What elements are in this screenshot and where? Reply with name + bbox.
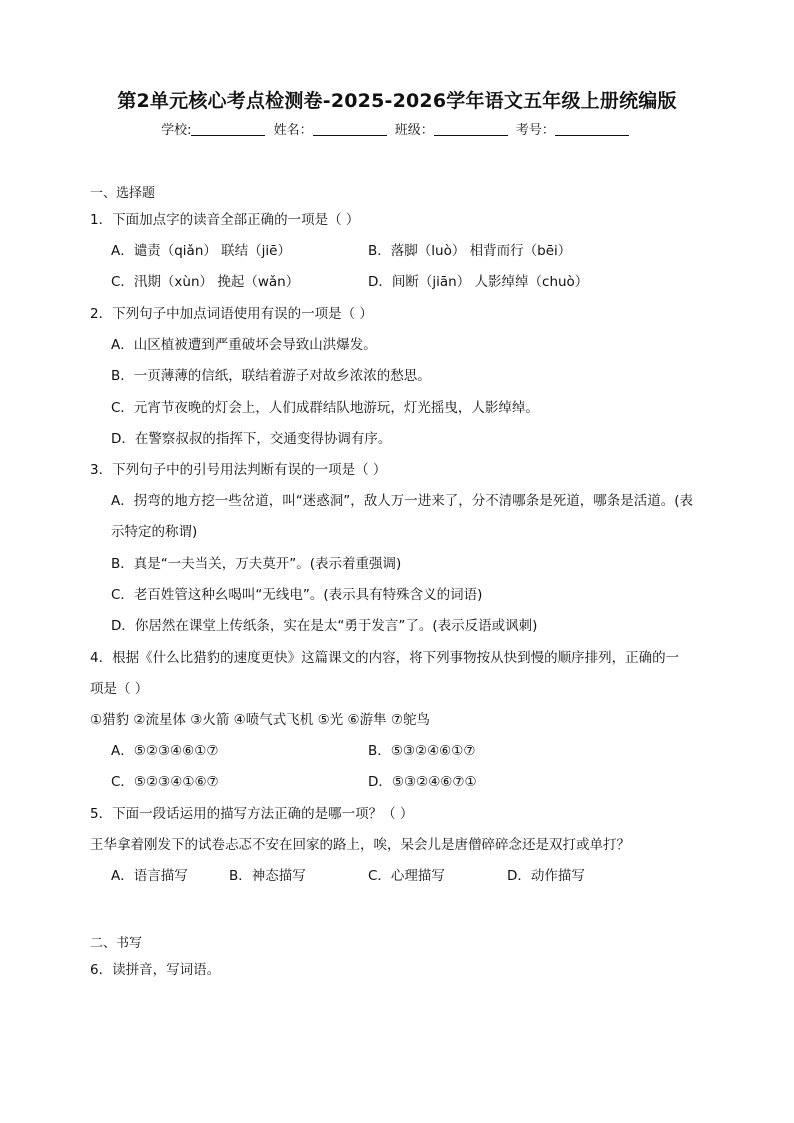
q3-option-a-line1[interactable]: A．拐弯的地方挖一些岔道，叫“迷惑洞”，敌人万一进来了，分不清哪条是死道，哪条是活道。(表 bbox=[111, 493, 693, 509]
section-heading-choice: 一、选择题 bbox=[90, 186, 156, 201]
field-class-blank[interactable] bbox=[434, 123, 508, 136]
field-school-blank[interactable] bbox=[191, 123, 265, 136]
q5-option-d[interactable]: D．动作描写 bbox=[507, 868, 585, 884]
page-title: 第2单元核心考点检测卷-2025-2026学年语文五年级上册统编版 bbox=[117, 90, 677, 112]
q4-option-c[interactable]: C．⑤②③④①⑥⑦ bbox=[111, 774, 219, 790]
field-school-label: 学校: bbox=[161, 123, 192, 138]
q4-items: ①猎豹 ②流星体 ③火箭 ④喷气式飞机 ⑤光 ⑥游隼 ⑦鸵鸟 bbox=[90, 712, 430, 728]
q4-option-a[interactable]: A．⑤②③④⑥①⑦ bbox=[111, 743, 219, 759]
q2-option-d[interactable]: D．在警察叔叔的指挥下，交通变得协调有序。 bbox=[111, 431, 392, 447]
field-class-label: 班级： bbox=[394, 123, 434, 138]
q3-option-b[interactable]: B．真是“一夫当关，万夫莫开”。(表示着重强调) bbox=[111, 556, 402, 572]
q4-option-d[interactable]: D．⑤③②④⑥⑦① bbox=[368, 774, 477, 790]
q3-option-c[interactable]: C．老百姓管这种幺喝叫“无线电”。(表示具有特殊含义的词语) bbox=[111, 587, 483, 603]
q1-option-d[interactable]: D．间断（jiān） 人影绰绰（chuò） bbox=[368, 274, 589, 290]
section-heading-writing: 二、书写 bbox=[90, 936, 143, 951]
field-name-label: 姓名： bbox=[273, 123, 313, 138]
q2-option-c[interactable]: C．元宵节夜晚的灯会上，人们成群结队地游玩，灯光摇曳，人影绰绰。 bbox=[111, 400, 539, 416]
q2-option-b[interactable]: B．一页薄薄的信纸，联结着游子对故乡浓浓的愁思。 bbox=[111, 368, 431, 384]
q4-stem-line2: 项是（ ） bbox=[90, 681, 149, 697]
field-examno-label: 考号： bbox=[515, 123, 555, 138]
q5-passage: 王华拿着刚发下的试卷忐忑不安在回家的路上，唉，呆会儿是唐僧碎碎念还是双打或单打？ bbox=[90, 837, 630, 853]
q3-stem: 3．下列句子中的引号用法判断有误的一项是（ ） bbox=[90, 462, 387, 478]
q3-option-d[interactable]: D．你居然在课堂上传纸条，实在是太“勇于发言”了。(表示反语或讽刺) bbox=[111, 618, 538, 634]
q2-stem: 2．下列句子中加点词语使用有误的一项是（ ） bbox=[90, 306, 373, 322]
q5-option-b[interactable]: B．神态描写 bbox=[229, 868, 306, 884]
q4-stem-line1: 4．根据《什么比猎豹的速度更快》这篇课文的内容，将下列事物按从快到慢的顺序排列，正确的一 bbox=[90, 650, 680, 666]
q6-stem: 6．读拼音，写词语。 bbox=[90, 962, 221, 978]
q4-option-b[interactable]: B．⑤③②④⑥①⑦ bbox=[368, 743, 476, 759]
q1-stem: 1．下面加点字的读音全部正确的一项是（ ） bbox=[90, 212, 360, 228]
q5-option-a[interactable]: A．语言描写 bbox=[111, 868, 188, 884]
q3-option-a-line2[interactable]: 示特定的称谓) bbox=[111, 524, 198, 540]
field-examno-blank[interactable] bbox=[555, 123, 629, 136]
q5-option-c[interactable]: C．心理描写 bbox=[368, 868, 445, 884]
field-name-blank[interactable] bbox=[313, 123, 387, 136]
q5-stem: 5．下面一段话运用的描写方法正确的是哪一项？（ ） bbox=[90, 806, 414, 822]
q2-option-a[interactable]: A．山区植被遭到严重破坏会导致山洪爆发。 bbox=[111, 337, 377, 353]
q1-option-c[interactable]: C．汛期（xùn） 挽起（wǎn） bbox=[111, 274, 300, 290]
student-info-line bbox=[0, 119, 794, 138]
q1-option-b[interactable]: B．落脚（luò） 相背而行（bēi） bbox=[368, 243, 572, 259]
q1-option-a[interactable]: A．谴责（qiǎn） 联结（jiē） bbox=[111, 243, 291, 259]
